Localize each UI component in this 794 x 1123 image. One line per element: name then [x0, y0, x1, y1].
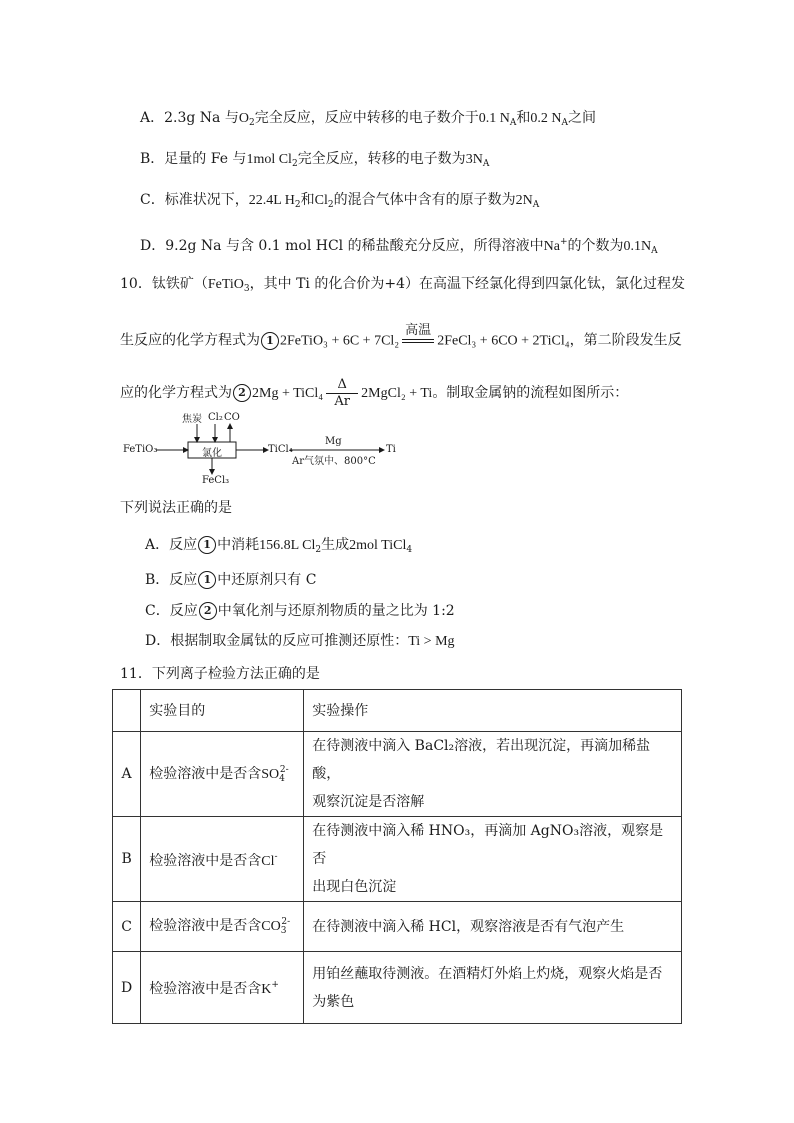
flow-reagent-label: Mg	[325, 436, 342, 447]
flow-condition-label: Ar气氛中、800°C	[292, 456, 376, 467]
q10-prompt: 下列说法正确的是	[120, 500, 232, 516]
q10-option-d: D．根据制取金属钛的反应可推测还原性：Ti > Mg	[145, 633, 455, 649]
q10-option-a: A．反应 1 中消耗156.8L $Cl_2$生成2mol TiCl$_4$	[145, 537, 413, 555]
equation-2-condition: $\frac{\Delta}{Ar}$	[326, 377, 358, 409]
q9-option-d: D．9.2g Na 与含 0.1 mol HCl 的稀盐酸充分反应，所得溶液中Na+的个数为$0.1N_A$	[140, 237, 658, 256]
flow-feed-label: FeTiO₃	[123, 444, 158, 455]
q10-option-b: B．反应 1 中还原剂只有 C	[145, 572, 317, 588]
circled-number-1: 1	[261, 332, 279, 350]
equation-1-condition: 高温	[402, 323, 434, 358]
flow-coke-label: 焦炭	[182, 414, 202, 425]
flow-box-label: 氯化	[202, 448, 222, 459]
table-row: A 检验溶液中是否含$SO_4^{2-}$ 在待测液中滴入 BaCl₂溶液，若出现沉淀，再滴加稀盐酸， 观察沉淀是否溶解	[113, 732, 682, 817]
q10-option-c: C．反应 2 中氧化剂与还原剂物质的量之比为 1:2	[145, 603, 455, 619]
table-row: D 检验溶液中是否含K+ 用铂丝蘸取待测液。在酒精灯外焰上灼烧，观察火焰是否 为紫色	[113, 952, 682, 1024]
q10-equation-2-line: 应的化学方程式为 2 2Mg + TiCl₄ $\frac{\Delta}{Ar}$ 2MgCl₂ + Ti。制取金属钠的流程如图所示：	[120, 377, 629, 409]
q10-equation-1-line: 生反应的化学方程式为 1 2FeTiO₃ + 6C + 7Cl₂ 高温 2FeCl₃ + 6CO + 2TiCl₄，第二阶段发生反	[120, 323, 682, 358]
equation-1-right: 2FeCl₃ + 6CO + 2TiCl₄	[437, 333, 570, 349]
equation-1-left: 2FeTiO₃ + 6C + 7Cl₂	[280, 333, 400, 349]
flow-fecl3-label: FeCl₃	[202, 475, 230, 486]
q10-intro-line1: 10．钛铁矿（FeTiO$_3$，其中 Ti 的化合价为+4）在高温下经氯化得到四氯化钛，氯化过程发	[120, 276, 685, 294]
equation-2-left: 2Mg + TiCl₄	[252, 386, 324, 401]
q11-table	[112, 689, 682, 1024]
flow-product-label: Ti	[386, 444, 396, 455]
q9-option-c: C．标准状况下，22.4L $H_2$和$Cl_2$的混合气体中含有的原子数为$2N_A$	[140, 192, 540, 210]
q11-title: 11．下列离子检验方法正确的是	[120, 666, 320, 682]
q9-option-b: B．足量的 Fe 与1mol $Cl_2$完全反应，转移的电子数为$3N_A$	[140, 151, 490, 169]
flow-cl2-label: Cl₂	[208, 412, 223, 423]
flow-co-label: CO	[224, 412, 240, 423]
q9-option-a: A．2.3g Na 与$O_2$完全反应，反应中转移的电子数介于0.1 $N_A$和0.2 $N_A$之间	[140, 110, 596, 128]
flow-ticl4-label: TiCl₄	[268, 444, 293, 455]
flow-lines	[120, 408, 410, 488]
equation-2-right: 2MgCl₂ + Ti	[361, 386, 433, 401]
table-header-row: 实验目的 实验操作	[113, 690, 682, 732]
table-row: B 检验溶液中是否含Cl- 在待测液中滴入稀 HNO₃，再滴加 AgNO₃溶液，观察是否 出现白色沉淀	[113, 817, 682, 902]
circled-number-2: 2	[233, 384, 251, 402]
process-flow-diagram	[120, 408, 410, 488]
table-row: C 检验溶液中是否含$CO_3^{2-}$ 在待测液中滴入稀 HCl，观察溶液是否有气泡产生	[113, 902, 682, 952]
